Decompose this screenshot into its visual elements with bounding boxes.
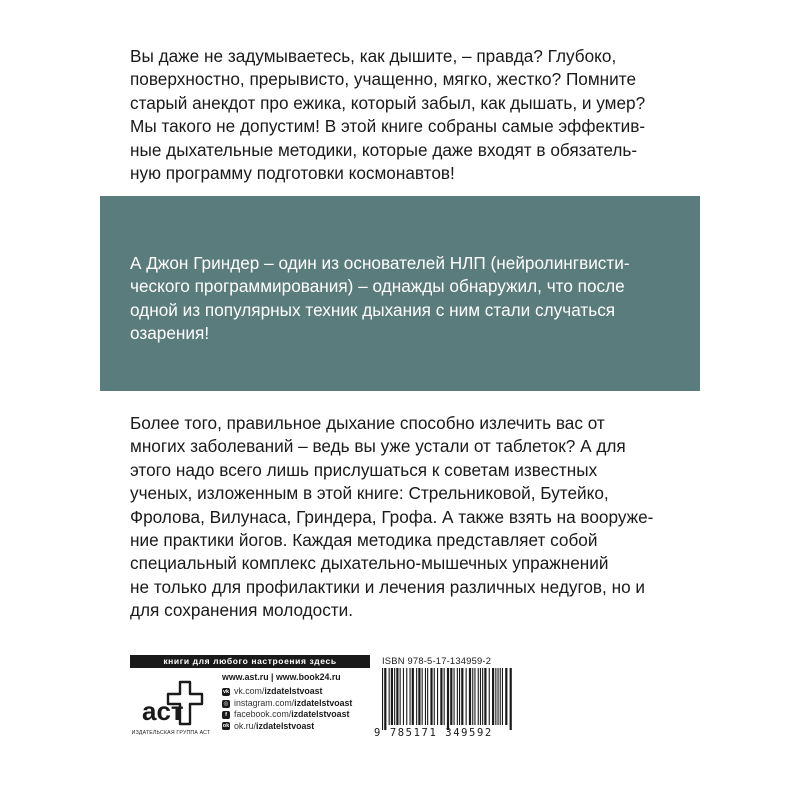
instagram-icon: ◎ bbox=[223, 700, 229, 707]
social-handle: izdatelstvoast bbox=[294, 697, 353, 708]
social-link-vk[interactable] bbox=[222, 686, 382, 697]
text-line: специальный комплекс дыхательно-мышечных упражнений bbox=[130, 553, 609, 574]
social-link-instagram[interactable] bbox=[222, 698, 382, 709]
highlight-paragraph bbox=[130, 252, 670, 346]
text-line: старый анекдот про ежика, который забыл, как дышать, и умер? bbox=[130, 92, 646, 113]
social-handle: izdatelstvoast bbox=[291, 709, 350, 720]
isbn-label: ISBN 978-5-17-134959-2 bbox=[382, 655, 492, 666]
text-line: поверхностно, прерывисто, учащенно, мягко, жестко? Помните bbox=[130, 69, 636, 90]
text-line: ные дыхательные методики, которые даже входят в обязатель- bbox=[130, 139, 638, 160]
text-line: ческого программирования) – однажды обнаружил, что после bbox=[130, 276, 625, 297]
text-line: Фролова, Вилунаса, Гриндера, Грофа. А также взять на вооруже- bbox=[130, 506, 654, 527]
text-line: А Джон Гриндер – один из основателей НЛП (нейролингвисти- bbox=[130, 253, 630, 273]
text-line: одной из популярных техник дыхания с ним стали случаться bbox=[130, 299, 616, 320]
text-line: озарения! bbox=[130, 323, 210, 344]
publisher-name: ИЗДАТЕЛЬСКАЯ ГРУППА АСТ bbox=[131, 730, 211, 736]
slogan-bar: книги для любого настроения здесь bbox=[130, 655, 370, 668]
publisher-logo bbox=[130, 676, 212, 744]
text-line: Вы даже не задумываетесь, как дышите, – правда? Глубоко, bbox=[130, 46, 617, 66]
website-links[interactable]: www.ast.ru | www.book24.ru bbox=[222, 672, 341, 682]
body-paragraph bbox=[130, 412, 670, 623]
text-line: Более того, правильное дыхание способно излечить вас от bbox=[130, 413, 605, 433]
social-prefix: vk.com/ bbox=[234, 686, 265, 697]
social-link-odnoklassniki[interactable] bbox=[222, 721, 382, 732]
ast-logo-icon bbox=[140, 680, 204, 726]
logo-lettering: аст bbox=[142, 696, 184, 726]
barcode-icon bbox=[378, 668, 518, 730]
publisher-links bbox=[222, 672, 382, 732]
text-line: многих заболеваний – ведь вы уже устали от таблеток? А для bbox=[130, 436, 626, 457]
text-line: не только для профилактики и лечения различных недугов, но и bbox=[130, 576, 646, 597]
social-link-facebook[interactable] bbox=[222, 709, 382, 720]
social-handle: izdatelstvoast bbox=[256, 720, 315, 731]
social-prefix: instagram.com/ bbox=[234, 697, 295, 708]
text-line: Мы такого не допустим! В этой книге собраны самые эффектив- bbox=[130, 116, 646, 137]
text-line: этого надо всего лишь прислушаться к советам известных bbox=[130, 459, 598, 480]
barcode-digits: 9 785171 349592 bbox=[374, 727, 493, 739]
text-line: для сохранения молодости. bbox=[130, 600, 354, 621]
social-prefix: ok.ru/ bbox=[234, 720, 257, 731]
text-line: ние практики йогов. Каждая методика представляет собой bbox=[130, 530, 598, 551]
intro-paragraph bbox=[130, 45, 670, 185]
odnoklassniki-icon: ok bbox=[222, 723, 230, 730]
vk-icon: vk bbox=[222, 689, 230, 696]
social-prefix: facebook.com/ bbox=[234, 709, 292, 720]
social-handle: izdatelstvoast bbox=[264, 686, 323, 697]
text-line: ученых, изложенным в этой книге: Стрельниковой, Бутейко, bbox=[130, 483, 609, 504]
facebook-icon: f bbox=[222, 711, 230, 719]
text-line: ную программу подготовки космонавтов! bbox=[130, 163, 455, 184]
